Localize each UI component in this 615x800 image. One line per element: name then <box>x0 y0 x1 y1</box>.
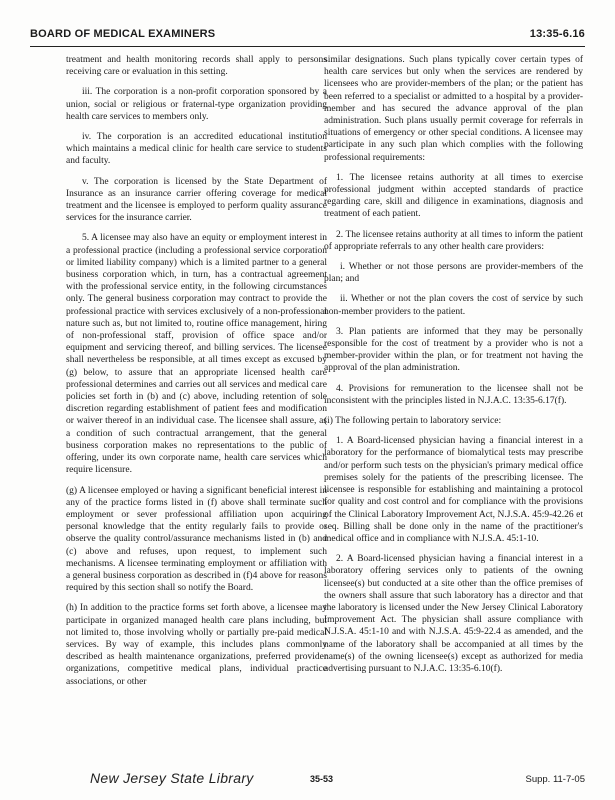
paragraph: (g) A licensee employed or having a significant beneficial interest in any of the practice forms listed in (f) above shall terminate such employment or sever professional affiliation upon acquiring personal knowledge that the entity regularly fails to provide or observe the quality control/assurance mechanisms listed in (b) and (c) above and refuses, upon request, to implement such mechanisms. A licensee terminating employment or affiliation with a general business corporation as described in (f)4 above for reasons required by this section shall so notify the Board. <box>66 485 327 594</box>
paragraph: 1. A Board-licensed physician having a financial interest in a laboratory for the performance of biomalytical tests may prescribe and/or perform such tests on the physician's primary medical office premises solely for the patients of the prescribing licensee. The licensee is responsible for establishing and maintaining a protocol for quality and cost control and for compliance with the provisions of the Clinical Laboratory Improvement Act, N.J.S.A. 45:9-42.26 et seq. Billing shall be done only in the name of the practitioner's medical office and in compliance with N.J.S.A. 45:1-10. <box>324 436 583 544</box>
library-watermark: New Jersey State Library <box>90 770 254 786</box>
paragraph: ii. Whether or not the plan covers the cost of service by such non-member providers to the patient. <box>324 294 583 317</box>
paragraph: 5. A licensee may also have an equity or employment interest in a professional practice (including a professional service corporation or limited liability company) which is a limited partner to a general business corporation which, in turn, has a contractual agreement with the professional service entity, in the following circumstances only. The general business corporation may contract to provide the professional practice with services exclusively of a non-professional nature such as, but not limited to, routine office management, hiring of non-professional staff, provision of office space and/or equipment and servicing thereof, and billing services. The licensee shall nevertheless be responsible, at all times except as excused by (g) below, to assure that an appropriate licensed health care professional determines and carries out all services and medical care policies set forth in (b) and (c) above, including retention of sole discretion regarding establishment of patient fees and modification or waiver thereof in an individual case. The licensee shall assure, as a condition of such contractual arrangement, that the general business corporation makes no representations to the public of offering, under its own corporate name, health care services which require licensure. <box>66 233 327 476</box>
paragraph: similar designations. Such plans typically cover certain types of health care services but only when the services are rendered by licensees who are provider-members of the plan; or the patient has been referred to a specialist or admitted to a hospital by a provider-member and has secured the advance approval of the plan administration. Such plans usually permit coverage for referrals in situations of emergency or other special conditions. A licensee may participate in any such plan which complies with the following professional requirements: <box>324 55 583 163</box>
paragraph: i. Whether or not those persons are provider-members of the plan; and <box>324 262 583 285</box>
paragraph: v. The corporation is licensed by the State Department of Insurance as an insurance carrier offering coverage for medical treatment and the licensee is employed to perform quality assurance services for the insurance carrier. <box>66 176 327 224</box>
paragraph: treatment and health monitoring records shall apply to persons receiving care or evaluation in this setting. <box>66 55 327 78</box>
running-header <box>30 26 585 47</box>
paragraph: (i) The following pertain to laboratory service: <box>324 416 502 427</box>
header-title: BOARD OF MEDICAL EXAMINERS <box>30 28 216 40</box>
header-section-number: 13:35-6.16 <box>529 28 585 40</box>
paragraph: iii. The corporation is a non-profit corporation sponsored by a union, social or religious or fraternal-type organization providing health care services to members only. <box>66 87 327 122</box>
paragraph: 1. The licensee retains authority at all times to exercise professional judgment within accepted standards of practice regarding care, skill and diligence in examinations, diagnosis and treatment of each patient. <box>324 172 583 220</box>
page-footer <box>30 772 585 792</box>
paragraph: iv. The corporation is an accredited educational institution which maintains a medical clinic for health care service to students and faculty. <box>66 132 327 167</box>
paragraph: 2. The licensee retains authority at all times to inform the patient of appropriate referrals to any other health care providers: <box>324 229 583 252</box>
page-number: 35-53 <box>310 774 334 784</box>
right-column <box>324 54 583 683</box>
paragraph: 3. Plan patients are informed that they may be personally responsible for the cost of treatment by a provider who is not a member-provider within the plan, or for treatment not having the approval of the plan administration. <box>324 326 583 374</box>
left-column <box>66 54 327 696</box>
paragraph: 4. Provisions for remuneration to the licensee shall not be inconsistent with the principles listed in N.J.A.C. 13:35-6.17(f). <box>324 383 583 406</box>
paragraph: (h) In addition to the practice forms set forth above, a licensee may participate in organized managed health care plans including, but not limited to, those involving wholly or partially pre-paid medical services. By way of example, this includes plans commonly described as health maintenance organizations, preferred provider organizations, competitive medical plans, individual practice associations, or other <box>66 603 327 687</box>
paragraph: 2. A Board-licensed physician having a financial interest in a laboratory offering services only to patients of the owning licensee(s) but conducted at a site other than the office premises of the owners shall assure that such laboratory has a director and that the laboratory is licensed under the New Jersey Clinical Laboratory Improvement Act. The physician shall assure compliance with N.J.S.A. 45:1-10 and with N.J.S.A. 45:9-22.4 as amended, and the name of the laboratory shall be accompanied at all times by the name(s) of the owning licensee(s) except as authorized for media advertising pursuant to N.J.A.C. 13:35-6.10(f). <box>324 554 583 674</box>
supplement-date: Supp. 11-7-05 <box>525 774 585 785</box>
